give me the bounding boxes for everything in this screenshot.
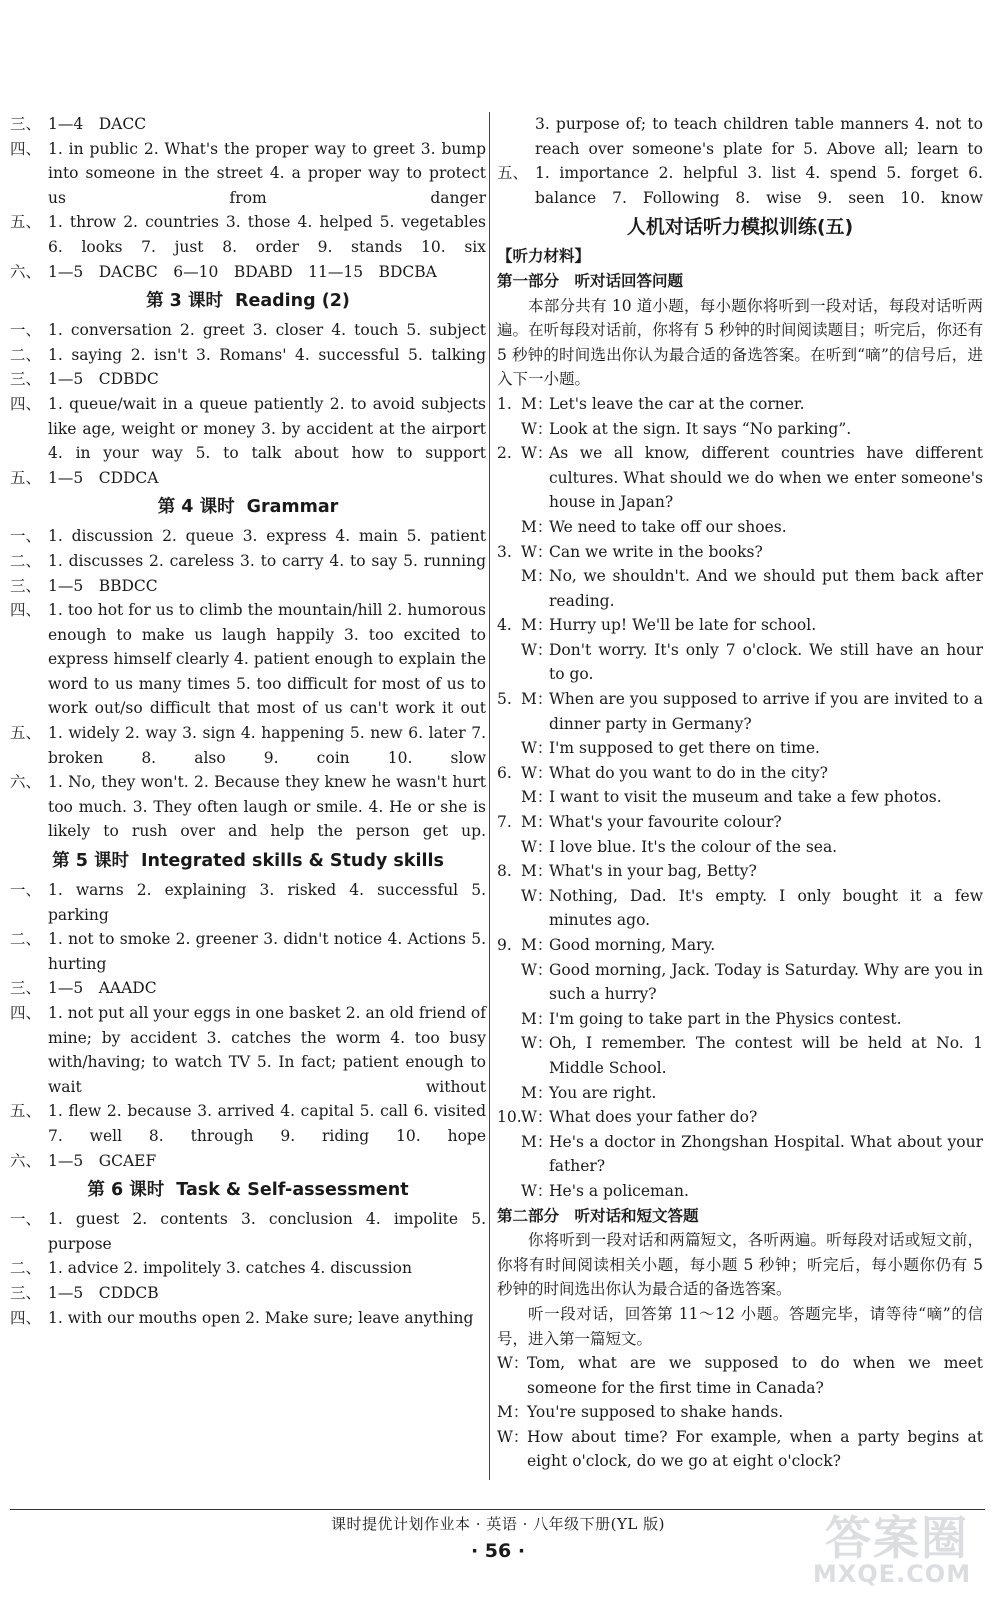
speech-text: I'm supposed to get there on time.: [549, 739, 820, 758]
answer-text: 1. discussion 2. queue 3. express 4. main 5. patient: [48, 527, 486, 546]
dialogue-line: [497, 1179, 983, 1204]
answer-row: [10, 1281, 486, 1306]
speaker-label: W：: [521, 542, 553, 561]
dialogue-line: [497, 736, 983, 761]
part-heading: 第二部分 听对话和短文答题: [497, 1206, 699, 1225]
answer-text: 1. widely 2. way 3. sign 4. happening 5. new 6. later 7. broken 8. also 9. coin 10. slow: [48, 724, 486, 767]
speaker-label: M：: [521, 1132, 553, 1151]
answer-row: [497, 112, 983, 161]
dialogue-line: [497, 515, 983, 540]
section-label: 三、: [10, 1283, 42, 1302]
watermark-logo: [792, 1502, 982, 1592]
speech-text: I'm going to take part in the Physics contest.: [549, 1009, 902, 1028]
material-tag: 【听力材料】: [497, 247, 591, 266]
answer-row: [10, 574, 486, 599]
right-column: [497, 112, 983, 1474]
question-number: 3.: [497, 542, 512, 561]
speaker-label: M：: [521, 616, 553, 635]
speaker-label: W：: [521, 1181, 553, 1200]
speech-text: Oh, I remember. The contest will be held at No. 1 Middle School.: [549, 1034, 983, 1077]
dialogue-line: [497, 1425, 983, 1474]
answer-text: 1—5 BBDCC: [48, 576, 158, 595]
answer-row: [10, 466, 486, 491]
lesson-number: 第 4 课时: [157, 497, 235, 518]
answer-row: [10, 210, 486, 259]
answer-row: [10, 392, 486, 466]
answer-text: 1. discusses 2. careless 3. to carry 4. to say 5. running: [48, 551, 486, 570]
section-title: 人机对话听力模拟训练(五): [626, 216, 854, 239]
answer-text: 1. too hot for us to climb the mountain/hill 2. humorous enough to make us laugh happily 3. too excited to express himself clearly 4. patient enough to explain the word to us many times 5. too difficult for most of us to work out/so difficult that most of us can't work it out: [48, 601, 486, 718]
section-label: 二、: [10, 345, 42, 364]
answer-text: 1. guest 2. contents 3. conclusion 4. impolite 5. purpose: [48, 1210, 486, 1253]
watermark-url: MXQE.COM: [812, 1560, 972, 1588]
answer-row: [10, 927, 486, 976]
speaker-label: M：: [521, 788, 553, 807]
dialogue-line: [497, 1105, 983, 1130]
section-label: 六、: [10, 262, 42, 281]
lesson-number: 第 3 课时: [146, 291, 223, 312]
speaker-label: M：: [521, 862, 553, 881]
speaker-label: M：: [521, 394, 553, 413]
dialogue-line: [497, 1007, 983, 1032]
instruction-paragraph: 听一段对话，回答第 11～12 小题。答题完毕，请等待“嘀”的信号，进入第一篇短文。: [497, 1304, 983, 1348]
dialogue-line: [497, 958, 983, 1007]
speaker-label: W：: [521, 444, 553, 463]
question-number: 7.: [497, 813, 512, 832]
lesson-title: Integrated skills & Study skills: [141, 851, 444, 872]
speech-text: He's a doctor in Zhongshan Hospital. What about your father?: [549, 1132, 983, 1176]
answer-row: [10, 1149, 486, 1174]
footer-title: 课时提优计划作业本 · 英语 · 八年级下册(YL 版): [331, 1515, 665, 1533]
answer-row: [10, 367, 486, 392]
lesson-heading: [10, 490, 486, 524]
speech-text: What do you want to do in the city?: [549, 763, 828, 782]
dialogue-line: [497, 835, 983, 860]
answer-text: 1. with our mouths open 2. Make sure; leave anything: [48, 1308, 474, 1327]
dialogue-line: [497, 785, 983, 810]
answer-text: 1. queue/wait in a queue patiently 2. to avoid subjects like age, weight or money 3. by accident at the airport 4. in your way 5. to talk about how to support: [48, 394, 486, 463]
question-number: 10.: [497, 1108, 522, 1127]
speaker-label: W：: [521, 960, 553, 979]
speech-text: I want to visit the museum and take a few photos.: [549, 788, 942, 807]
section-label: 五、: [497, 164, 529, 183]
answer-text: 3. purpose of; to teach children table manners 4. not to reach over someone's plate for 5. Above all; learn to: [535, 115, 983, 158]
speaker-label: M：: [521, 517, 553, 536]
answer-text: 1. warns 2. explaining 3. risked 4. successful 5. parking: [48, 881, 486, 924]
section-label: 二、: [10, 930, 42, 949]
speech-text: Tom, what are we supposed to do when we meet someone for the first time in Canada?: [527, 1354, 983, 1397]
answer-text: 1. in public 2. What's the proper way to greet 3. bump into someone in the street 4. a proper way to protect us from danger: [48, 139, 486, 207]
dialogue-line: [497, 884, 983, 933]
section-label: 三、: [10, 979, 42, 998]
dialogue-line: [497, 810, 983, 835]
answer-row: [10, 1306, 486, 1331]
answer-row: [10, 721, 486, 770]
speech-text: As we all know, different countries have different cultures. What should we do when we enter someone's house in Japan?: [549, 444, 983, 512]
speaker-label: M：: [521, 1083, 553, 1102]
speech-text: Hurry up! We'll be late for school.: [549, 616, 817, 635]
dialogue-line: [497, 1351, 983, 1400]
dialogue-line: [497, 761, 983, 786]
section-label: 三、: [10, 115, 42, 133]
section-label: 五、: [10, 213, 42, 232]
answer-row: [10, 598, 486, 721]
speaker-label: W：: [497, 1354, 529, 1373]
speaker-label: M：: [521, 690, 553, 709]
answer-row: [10, 1207, 486, 1256]
section-label: 四、: [10, 139, 42, 158]
speech-text: We need to take off our shoes.: [549, 517, 787, 536]
speech-text: Good morning, Mary.: [549, 936, 716, 954]
column-divider: [489, 112, 490, 1480]
dialogue-line: [497, 1130, 983, 1179]
question-number: 8.: [497, 862, 512, 881]
answer-text: 1—4 DACC: [48, 115, 147, 133]
dialogue-line: [497, 441, 983, 515]
answer-text: 1. flew 2. because 3. arrived 4. capital 5. call 6. visited 7. well 8. through 9. riding 10. hope: [48, 1102, 486, 1145]
dialogue-line: [497, 564, 983, 613]
speaker-label: W：: [521, 1034, 553, 1053]
section-label: 一、: [10, 527, 42, 546]
answer-text: 1. advice 2. impolitely 3. catches 4. discussion: [48, 1259, 412, 1278]
answer-row: [10, 318, 486, 343]
answer-row: [10, 1099, 486, 1148]
dialogue-line: [497, 613, 983, 638]
question-number: 9.: [497, 936, 512, 954]
section-label: 二、: [10, 1259, 42, 1278]
speaker-label: W：: [521, 1108, 553, 1127]
speaker-label: M：: [521, 813, 553, 832]
answer-row: [497, 161, 983, 210]
question-number: 5.: [497, 690, 512, 709]
section-label: 五、: [10, 1102, 42, 1121]
answer-text: 1. No, they won't. 2. Because they knew he wasn't hurt too much. 3. They often laugh or smile. 4. He or she is likely to rush over and help the person get up.: [48, 773, 486, 841]
answer-row: [10, 1001, 486, 1099]
answer-text: 1—5 AAADC: [48, 979, 157, 998]
lesson-heading: [10, 1173, 486, 1207]
speaker-label: M：: [497, 1403, 529, 1422]
answer-text: 1—5 CDDCB: [48, 1283, 159, 1302]
lesson-number: 第 5 课时: [52, 851, 129, 872]
section-label: 五、: [10, 724, 42, 743]
answer-text: 1. saying 2. isn't 3. Romans' 4. successful 5. talking: [48, 345, 486, 364]
dialogue-line: [497, 1081, 983, 1106]
speech-text: Good morning, Jack. Today is Saturday. Why are you in such a hurry?: [549, 960, 983, 1004]
speech-text: What's in your bag, Betty?: [549, 862, 757, 881]
speech-text: No, we shouldn't. And we should put them back after reading.: [549, 567, 983, 610]
lesson-heading: [10, 844, 486, 878]
answer-row: [10, 976, 486, 1001]
answer-text: 1. importance 2. helpful 3. list 4. spend 5. forget 6. balance 7. Following 8. wise 9. seen 10. know: [535, 164, 983, 207]
instruction-paragraph: 本部分共有 10 道小题，每小题你将听到一段对话，每段对话听两遍。在听每段对话前，你将有 5 秒钟的时间阅读题目；听完后，你还有 5 秒钟的时间选出你认为最合适的备选答案。在听到“嘀”的信号后，进入下一小题。: [497, 296, 983, 389]
section-label: 四、: [10, 601, 42, 620]
speaker-label: W：: [497, 1427, 529, 1446]
answer-row: [10, 770, 486, 844]
dialogue-line: [497, 417, 983, 442]
speaker-label: M：: [521, 567, 553, 586]
answer-text: 1—5 GCAEF: [48, 1151, 157, 1170]
section-label: 六、: [10, 1151, 42, 1170]
section-label: 五、: [10, 468, 42, 487]
section-label: 四、: [10, 1308, 42, 1327]
speech-text: Can we write in the books?: [549, 542, 763, 561]
speech-text: What does your father do?: [549, 1108, 758, 1127]
left-column: [10, 112, 486, 1330]
dialogue-line: [497, 1031, 983, 1080]
speech-text: Look at the sign. It says “No parking”.: [549, 419, 852, 438]
answer-row: [10, 137, 486, 211]
instruction-paragraph: 你将听到一段对话和两篇短文，各听两遍。听每段对话或短文前，你将有时间阅读相关小题，每小题 5 秒钟；听完后，每小题你仍有 5 秒钟的时间选出你认为最合适的备选答案。: [497, 1231, 983, 1299]
answer-text: 1—5 CDBDC: [48, 370, 159, 389]
dialogue-line: [497, 859, 983, 884]
lesson-title: Reading (2): [234, 291, 350, 312]
page-number: · 56 ·: [470, 1540, 526, 1562]
watermark-text: 答案圈: [825, 1511, 969, 1565]
lesson-title: Task & Self-assessment: [176, 1180, 409, 1201]
speaker-label: W：: [521, 837, 553, 856]
question-number: 4.: [497, 616, 512, 635]
answer-text: 1. not put all your eggs in one basket 2. an old friend of mine; by accident 3. catches the worm 4. too busy with/having; to watch TV 5. In fact; patient enough to wait without: [48, 1004, 486, 1096]
section-label: 四、: [10, 1004, 42, 1022]
section-label: 六、: [10, 773, 42, 792]
dialogue-line: [497, 638, 983, 687]
speaker-label: W：: [521, 419, 553, 438]
lesson-number: 第 6 课时: [87, 1180, 165, 1201]
section-label: 三、: [10, 370, 42, 389]
section-label: 一、: [10, 881, 42, 900]
speaker-label: W：: [521, 640, 553, 659]
speech-text: Let's leave the car at the corner.: [549, 394, 805, 413]
section-label: 一、: [10, 321, 42, 340]
answer-row: [10, 112, 486, 137]
answer-row: [10, 1256, 486, 1281]
speech-text: What's your favourite colour?: [549, 813, 782, 832]
section-label: 四、: [10, 394, 42, 413]
part-heading: 第一部分 听对话回答问题: [497, 271, 684, 290]
speech-text: He's a policeman.: [549, 1181, 689, 1200]
lesson-heading: [10, 284, 486, 318]
speech-text: I love blue. It's the colour of the sea.: [549, 837, 838, 856]
speaker-label: M：: [521, 1009, 553, 1028]
dialogue-line: [497, 392, 983, 417]
answer-row: [10, 343, 486, 368]
speech-text: Don't worry. It's only 7 o'clock. We still have an hour to go.: [549, 640, 983, 684]
dialogue-line: [497, 687, 983, 736]
dialogue-line: [497, 540, 983, 565]
section-label: 一、: [10, 1210, 42, 1229]
answer-row: [10, 549, 486, 574]
speech-text: How about time? For example, when a party begins at eight o'clock, do we go at eight o'clock?: [527, 1427, 983, 1471]
speaker-label: M：: [521, 936, 553, 954]
answer-text: 1—5 DACBC 6—10 BDABD 11—15 BDCBA: [48, 262, 437, 281]
speaker-label: W：: [521, 739, 553, 758]
answer-text: 1. throw 2. countries 3. those 4. helped 5. vegetables 6. looks 7. just 8. order 9. stands 10. six: [48, 213, 486, 256]
question-number: 2.: [497, 444, 512, 463]
answer-text: 1. not to smoke 2. greener 3. didn't notice 4. Actions 5. hurting: [48, 930, 486, 973]
dialogue-line: [497, 933, 983, 958]
answer-row: [10, 524, 486, 549]
question-number: 1.: [497, 394, 512, 413]
speech-text: When are you supposed to arrive if you are invited to a dinner party in Germany?: [549, 690, 983, 733]
speaker-label: W：: [521, 763, 553, 782]
answer-row: [10, 878, 486, 927]
section-label: 三、: [10, 576, 42, 595]
answer-row: [10, 260, 486, 285]
question-number: 6.: [497, 763, 512, 782]
answer-text: 1—5 CDDCA: [48, 468, 159, 487]
speech-text: You're supposed to shake hands.: [527, 1403, 784, 1422]
answer-text: 1. conversation 2. greet 3. closer 4. touch 5. subject: [48, 321, 486, 340]
section-label: 二、: [10, 551, 42, 570]
dialogue-line: [497, 1400, 983, 1425]
speaker-label: W：: [521, 886, 553, 905]
lesson-title: Grammar: [246, 497, 339, 518]
speech-text: Nothing, Dad. It's empty. I only bought it a few minutes ago.: [549, 886, 983, 930]
speech-text: You are right.: [549, 1083, 657, 1102]
